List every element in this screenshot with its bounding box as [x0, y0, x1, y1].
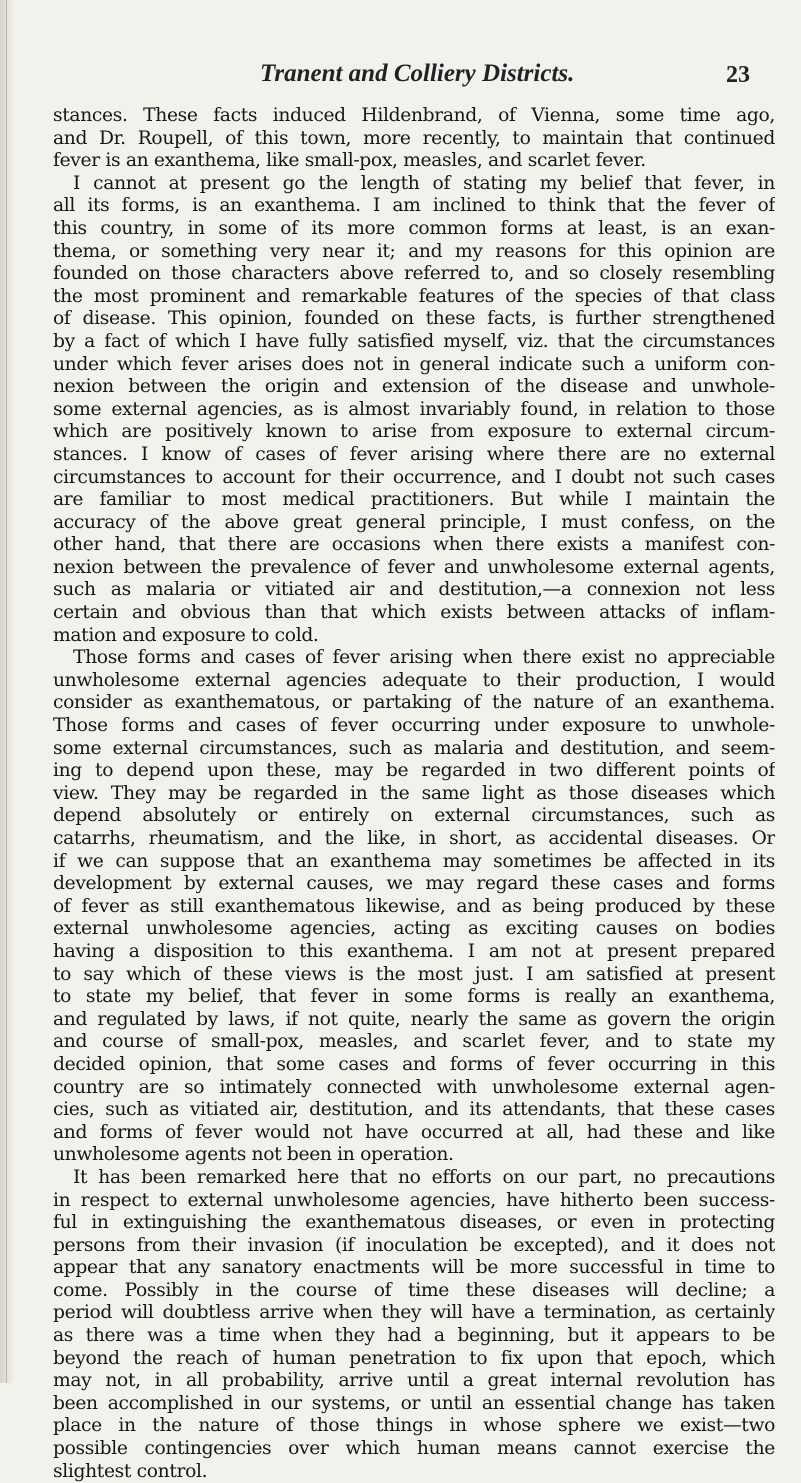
body-text [53, 105, 775, 1483]
text-line: depend absolutely or entirely on external circumstances, such as [53, 805, 775, 827]
text-line: place in the nature of those things in whose sphere we exist—two [53, 1415, 775, 1437]
text-line: which are positively known to arise from exposure to external circum- [53, 421, 775, 443]
text-line: external unwholesome agencies, acting as exciting causes on bodies [53, 918, 775, 940]
text-line: stances. I know of cases of fever arising where there are no external [53, 443, 775, 465]
text-line: some external circumstances, such as malaria and destitution, and seem- [53, 737, 775, 759]
text-line: of fever as still exanthematous likewise, and as being produced by these [53, 895, 775, 917]
running-header [180, 60, 780, 100]
text-line: to state my belief, that fever in some forms is really an exanthema, [53, 986, 775, 1008]
text-line: stances. These facts induced Hildenbrand, of Vienna, some time ago, [53, 105, 775, 126]
text-line: other hand, that there are occasions when there exists a manifest con- [53, 534, 775, 556]
text-line: appear that any sanatory enactments will be more successful in time to [53, 1257, 775, 1279]
text-line: to say which of these views is the most just. I am satisfied at present [53, 963, 775, 985]
text-line: persons from their invasion (if inoculation be excepted), and it does not [53, 1234, 775, 1256]
text-line: slightest control. [53, 1460, 208, 1482]
text-line: and course of small-pox, measles, and scarlet fever, and to state my [53, 1031, 775, 1053]
text-line: cies, such as vitiated air, destitution, and its attendants, that these cases [53, 1099, 775, 1121]
text-line: mation and exposure to cold. [53, 624, 319, 646]
text-line: founded on those characters above referred to, and so closely resembling [53, 263, 775, 285]
text-line: and Dr. Roupell, of this town, more recently, to maintain that continued [53, 127, 775, 149]
text-line: the most prominent and remarkable features of the species of that class [53, 285, 775, 307]
text-line: view. They may be regarded in the same light as those diseases which [53, 782, 775, 804]
text-line: fever is an exanthema, like small-pox, measles, and scarlet fever. [53, 150, 646, 172]
text-line: Those forms and cases of fever occurring under exposure to unwhole- [53, 715, 775, 737]
page-gutter-line [6, 0, 7, 1383]
text-line: ful in extinguishing the exanthematous diseases, or even in protecting [53, 1212, 775, 1234]
text-line: possible contingencies over which human means cannot exercise the [53, 1438, 775, 1460]
text-line: by a fact of which I have fully satisfied myself, viz. that the circumstances [53, 330, 775, 352]
text-line: period will doubtless arrive when they will have a termination, as certainly [53, 1302, 775, 1324]
text-line: of disease. This opinion, founded on these facts, is further strengthened [53, 308, 775, 330]
text-line: beyond the reach of human penetration to fix upon that epoch, which [53, 1347, 775, 1369]
text-line: accuracy of the above great general principle, I must confess, on the [53, 511, 775, 533]
text-line: been accomplished in our systems, or until an essential change has taken [53, 1392, 775, 1414]
text-line: as there was a time when they had a beginning, but it appears to be [53, 1325, 775, 1347]
page-number: 23 [726, 62, 750, 88]
text-line: unwholesome external agencies adequate to their production, I would [53, 669, 775, 691]
text-line: ing to depend upon these, may be regarded in two different points of [53, 760, 775, 782]
book-spine-shadow [0, 0, 14, 1383]
text-line: some external agencies, as is almost invariably found, in relation to those [53, 398, 775, 420]
text-line: all its forms, is an exanthema. I am inclined to think that the fever of [53, 195, 775, 217]
text-line: are familiar to most medical practitioners. But while I maintain the [53, 489, 775, 511]
text-line: certain and obvious than that which exists between attacks of inflam- [53, 602, 775, 624]
text-line: nexion between the prevalence of fever and unwholesome external agents, [53, 556, 775, 578]
text-line: having a disposition to this exanthema. I am not at present prepared [53, 940, 775, 962]
text-line: and forms of fever would not have occurred at all, had these and like [53, 1121, 775, 1143]
text-line: catarrhs, rheumatism, and the like, in short, as accidental diseases. Or [53, 828, 775, 849]
text-line: and regulated by laws, if not quite, nearly the same as govern the origin [53, 1008, 775, 1030]
text-line: Those forms and cases of fever arising when there exist no appreciable [73, 647, 775, 669]
text-line: I cannot at present go the length of stating my belief that fever, in [73, 172, 775, 194]
text-line: come. Possibly in the course of time these diseases will decline; a [53, 1279, 775, 1301]
text-line: It has been remarked here that no efforts on our part, no precautions [73, 1166, 775, 1188]
text-line: decided opinion, that some cases and forms of fever occurring in this [53, 1053, 775, 1075]
text-line: unwholesome agents not been in operation. [53, 1144, 454, 1166]
text-line: country are so intimately connected with unwholesome external agen- [53, 1076, 775, 1098]
text-line: if we can suppose that an exanthema may sometimes be affected in its [53, 850, 775, 872]
text-line: may not, in all probability, arrive until a great internal revolution has [53, 1370, 775, 1392]
text-line: development by external causes, we may regard these cases and forms [53, 873, 775, 895]
text-line: consider as exanthematous, or partaking of the nature of an exanthema. [53, 692, 775, 714]
text-line: this country, in some of its more common forms at least, is an exan- [53, 217, 775, 239]
running-title: Tranent and Colliery Districts. [260, 60, 575, 87]
text-line: thema, or something very near it; and my reasons for this opinion are [53, 240, 775, 262]
text-line: such as malaria or vitiated air and destitution,—a connexion not less [53, 579, 775, 601]
text-line: under which fever arises does not in general indicate such a uniform con- [53, 353, 775, 375]
text-line: circumstances to account for their occurrence, and I doubt not such cases [53, 466, 775, 488]
text-line: nexion between the origin and extension of the disease and unwhole- [53, 376, 775, 398]
text-line: in respect to external unwholesome agencies, have hitherto been success- [53, 1189, 775, 1211]
